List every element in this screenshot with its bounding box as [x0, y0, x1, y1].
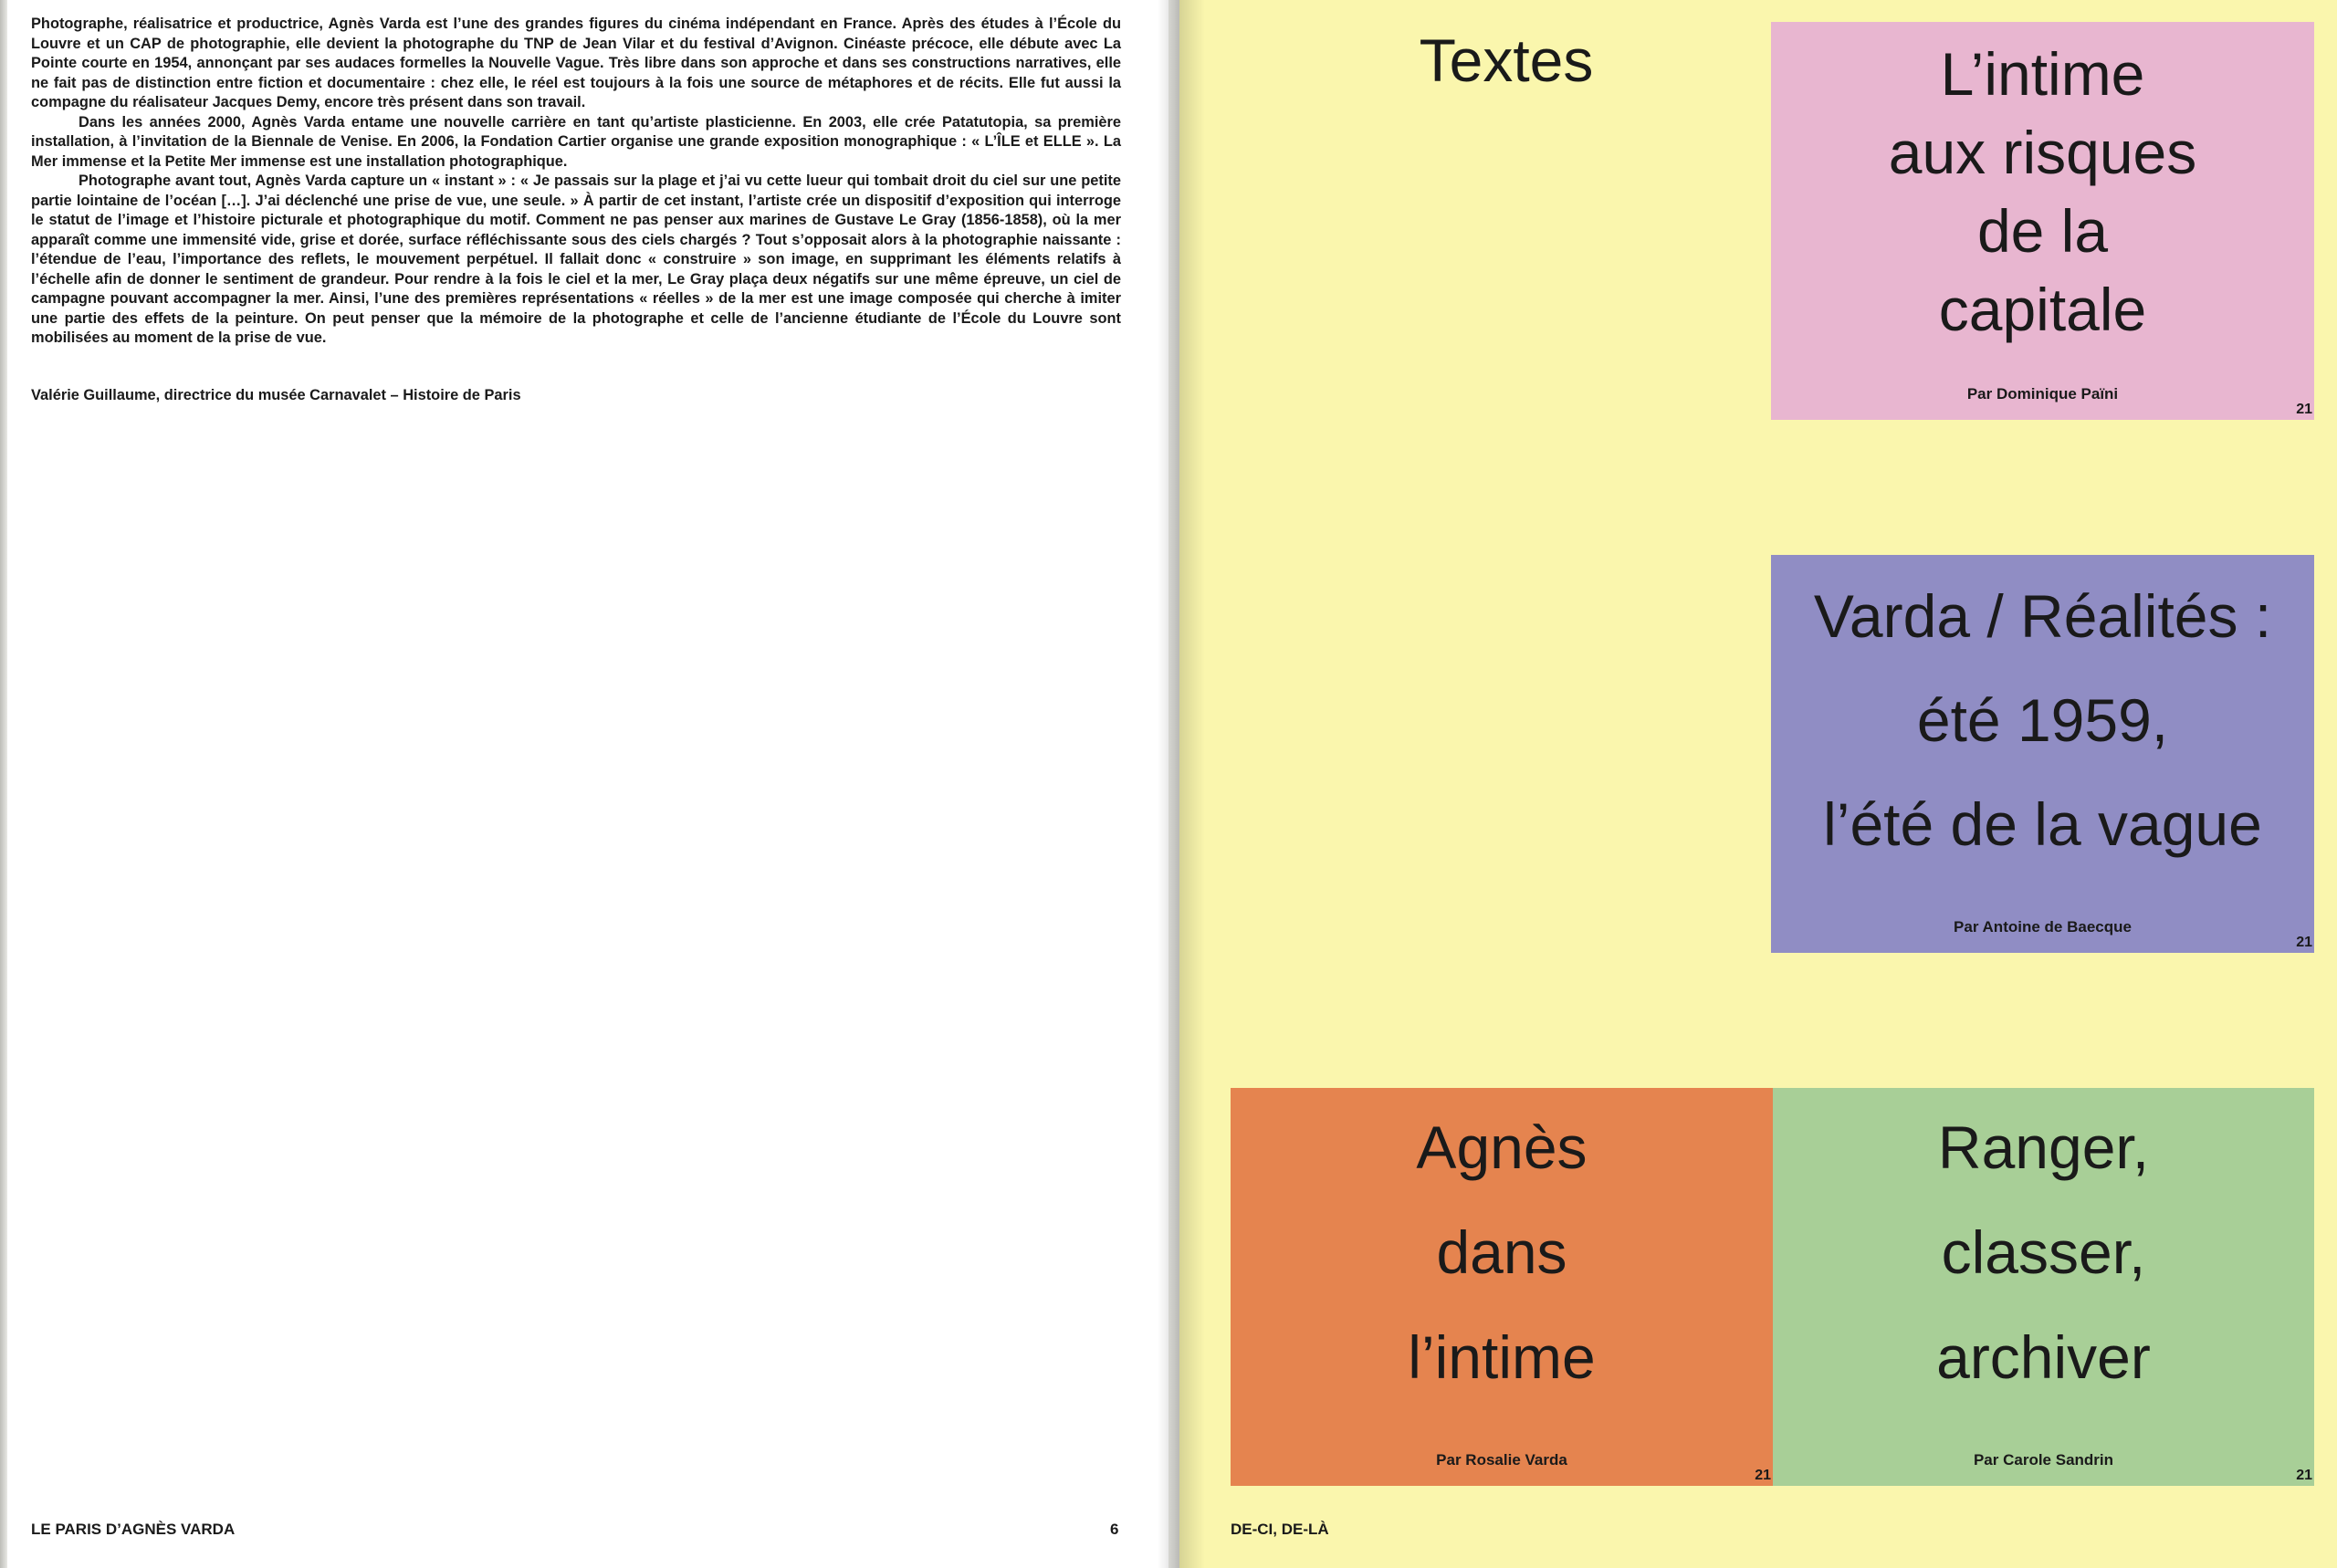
card-title-line: L’intime [1940, 40, 2145, 108]
card-title-line: de la [1976, 197, 2109, 265]
card-title-line: aux risques [1888, 119, 2197, 186]
card-title-line: Varda / Réalités : [1813, 582, 2272, 650]
card-title-line: l’intime [1408, 1323, 1596, 1391]
card-title [1773, 1095, 2314, 1410]
card-author: Par Rosalie Varda [1436, 1451, 1567, 1469]
card-title-line: été 1959, [1916, 686, 2169, 754]
card-page-number: 21 [2296, 1468, 2312, 1483]
card-title [1231, 1095, 1773, 1410]
section-title: Textes [1419, 26, 1594, 94]
paragraph-3: Photographe avant tout, Agnès Varda capture un « instant » : « Je passais sur la plage et j’ai vu cette lueur qui tombait droit du ciel sur une petite partie lointaine de l’océan […]. J’ai déclenché une prise de vue, une seule. » À partir de cet instant, l’artiste crée un dispositif d’exposition qui interroge le statut de l’image et l’histoire picturale et photographique du motif. Comment ne pas penser aux marines de Gustave Le Gray (1856-1858), où la mer apparaît comme une immensité vide, grise et dorée, surface réfléchissante sous des ciels chargés ? Tout s’opposait alors à la photographie naissante : l’étendue de l’eau, l’importance des reflets, le mouvement perpétuel. Il fallait donc « construire » son image, en supprimant les éléments relatifs à l’échelle afin de donner le sentiment de grandeur. Pour rendre à la fois le ciel et la mer, Le Gray plaça deux négatifs sur une même épreuve, un ciel de campagne pouvant accompagner la mer. Ainsi, l’une des premières représentations « réelles » de la mer est une image composée qui cherche à imiter une partie des effets de la peinture. On peut penser que la mémoire de la photographe et celle de l’ancienne étudiante de l’École du Louvre sont mobilisées au moment de la prise de vue. [31, 172, 1121, 346]
card-title-line: archiver [1936, 1323, 2151, 1391]
card-ranger-classer-archiver[interactable] [1773, 1088, 2314, 1486]
card-page-number: 21 [1755, 1468, 1771, 1483]
card-varda-realites[interactable] [1771, 555, 2314, 953]
card-title-line: Agnès [1416, 1113, 1588, 1181]
card-title-line: Ranger, [1937, 1113, 2150, 1181]
card-title-line: capitale [1938, 276, 2147, 343]
card-title [1771, 35, 2314, 349]
card-page-number: 21 [2296, 402, 2312, 417]
card-agnes-dans-lintime[interactable] [1231, 1088, 1773, 1486]
card-author: Par Carole Sandrin [1973, 1451, 2114, 1469]
card-title [1771, 564, 2314, 876]
card-author: Par Dominique Païni [1966, 385, 2119, 402]
body-text [31, 15, 1121, 349]
folio-right: DE-CI, DE-LÀ [1231, 1521, 1329, 1538]
page-number-left: 6 [1110, 1521, 1119, 1538]
card-page-number: 21 [2296, 935, 2312, 950]
page-edge [0, 0, 7, 1568]
spine-shadow [1158, 0, 1181, 1568]
card-title-line: l’été de la vague [1823, 790, 2262, 858]
folio-left: LE PARIS D’AGNÈS VARDA [31, 1521, 236, 1538]
card-title-line: dans [1436, 1218, 1567, 1286]
card-author: Par Antoine de Baecque [1954, 918, 2132, 936]
card-title-line: classer, [1941, 1218, 2146, 1286]
card-intime-capitale[interactable] [1771, 22, 2314, 420]
signature: Valérie Guillaume, directrice du musée Carnavalet – Histoire de Paris [31, 387, 521, 403]
paragraph-2: Dans les années 2000, Agnès Varda entame une nouvelle carrière en tant qu’artiste plasticienne. En 2003, elle crée Patatutopia, sa première installation, à l’invitation de la Biennale de Venise. En 2006, la Fondation Cartier organise une grande exposition monographique : « L’ÎLE et ELLE ». La Mer immense et la Petite Mer immense est une installation photographique. [31, 113, 1121, 170]
left-page [7, 0, 1168, 1568]
paragraph-1: Photographe, réalisatrice et productrice, Agnès Varda est l’une des grandes figures du cinéma indépendant en France. Après des études à l’École du Louvre et un CAP de photographie, elle devient la photographe du TNP de Jean Vilar et du festival d’Avignon. Cinéaste précoce, elle débute avec La Pointe courte en 1954, annonçant par ses audaces formelles la Nouvelle Vague. Très libre dans son approche et dans ses constructions narratives, elle ne fait pas de distinction entre fiction et documentaire : chez elle, le réel est toujours à la fois une source de métaphores et de récits. Elle fut aussi la compagne du réalisateur Jacques Demy, encore très présent dans son travail. [31, 16, 1121, 110]
right-page-gutter-shadow [1179, 0, 1205, 1568]
